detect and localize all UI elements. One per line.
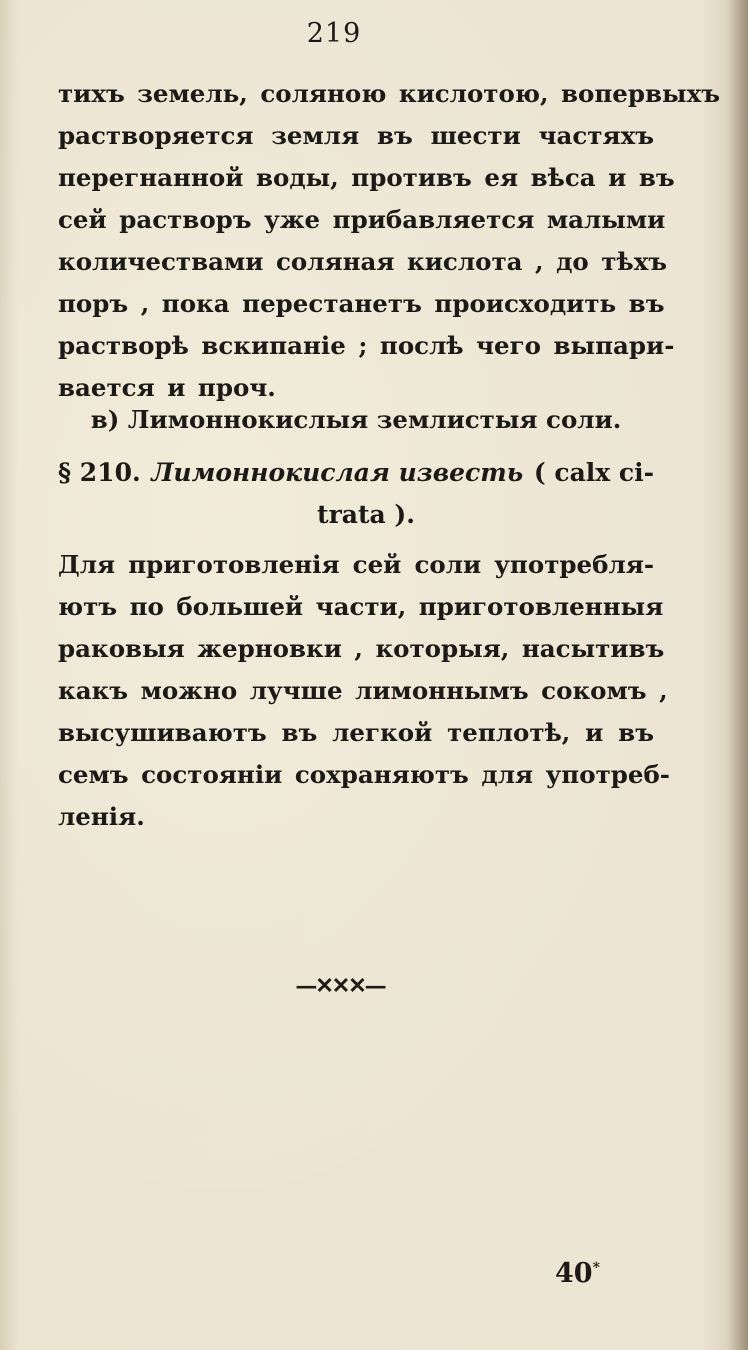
text-line: растворяется земля въ шести частяхъ	[58, 121, 654, 150]
text-line: количествами соляная кислота , до тѣхъ	[58, 247, 668, 276]
text-line: раковыя жерновки , которыя, насытивъ	[58, 634, 665, 663]
section-heading-row	[58, 452, 654, 494]
text-line: сей растворъ уже прибавляется малыми	[58, 205, 666, 234]
ornament-divider: —✕✕✕—	[295, 973, 385, 999]
text-line: тихъ земель, соляною кислотою, вопервыхъ	[58, 79, 720, 108]
section-heading	[58, 452, 654, 536]
section-title: Лимоннокислая известь	[151, 458, 524, 487]
paragraph-body	[58, 544, 670, 838]
paragraph-continued	[58, 73, 720, 409]
text-line: высушиваютъ въ легкой теплотѣ, и въ	[58, 718, 654, 747]
text-line: семъ состояніи сохраняютъ для употреб-	[58, 760, 670, 789]
section-latin-name: ( calx ci-	[533, 458, 654, 487]
text-line: Для приготовленія сей соли употребля-	[58, 550, 654, 579]
text-line: вается и проч.	[58, 373, 276, 402]
text-line: поръ , пока перестанетъ происходить въ	[58, 289, 665, 318]
signature-number: 40	[555, 1258, 593, 1289]
text-line: ютъ по большей части, приготовленныя	[58, 592, 664, 621]
page-edge-shadow	[726, 0, 748, 1350]
text-line: какъ можно лучше лимоннымъ сокомъ ,	[58, 676, 668, 705]
page-number: 219	[306, 18, 362, 49]
section-number: § 210.	[58, 458, 141, 487]
text-line: растворѣ вскипаніе ; послѣ чего выпари-	[58, 331, 675, 360]
text-line: ленія.	[58, 802, 145, 831]
printer-signature-mark	[555, 1258, 600, 1289]
signature-asterisk: *	[592, 1260, 600, 1276]
section-latin-name-continued: trata ).	[317, 500, 415, 529]
subsection-heading: в) Лимоннокислыя землистыя соли.	[90, 405, 622, 434]
text-line: перегнанной воды, противъ ея вѣса и въ	[58, 163, 675, 192]
